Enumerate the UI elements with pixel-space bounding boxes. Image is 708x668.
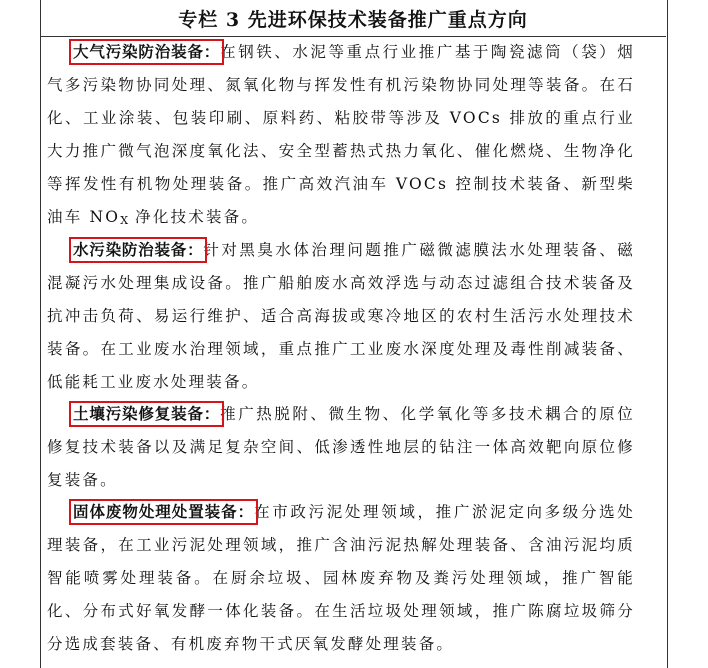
section-body-air: 在钢铁、水泥等重点行业推广基于陶瓷滤筒（袋）烟气多污染物协同处理、氮氧化物与挥发性有机污染物协同处理等装备。在石化、工业涂装、包装印刷、原料药、粘胶带等涉及 VOCs 排放的重点行业大力推广微气泡深度氧化法、安全型蓄热式热力氧化、催化燃烧、生物净化等挥发性有机物处理装备。推广高效汽油车 VOCs 控制技术装备、新型柴油车 NO	[47, 43, 635, 226]
section-body-solid-waste: 在市政污泥处理领域，推广淤泥定向多级分选处理装备，在工业污泥处理领域，推广含油污泥热解处理装备、含油污泥均质智能喷雾处理装备。在厨余垃圾、园林废弃物及粪污处理领域，推广智能化、分布式好氧发酵一体化装备。在生活垃圾处理领域，推广陈腐垃圾筛分分选成套装备、有机废弃物干式厌氧发酵处理装备。	[47, 503, 635, 653]
section-body-water: 针对黑臭水体治理问题推广磁微滤膜法水处理装备、磁混凝污水处理集成设备。推广船舶废水高效浮选与动态过滤组合技术装备及抗冲击负荷、易运行维护、适合高海拔或寒冷地区的农村生活污水处理技术装备。在工业废水治理领域，重点推广工业废水深度处理及毒性削减装备、低能耗工业废水处理装备。	[47, 241, 635, 391]
section-heading-solid-waste: 固体废物处理处置装备：	[73, 503, 255, 521]
section-water-pollution	[47, 234, 635, 399]
section-soil-remediation	[47, 398, 635, 497]
section-heading-air: 大气污染防治装备：	[73, 43, 221, 61]
nox-subscript: X	[120, 214, 129, 227]
section-heading-soil: 土壤污染修复装备：	[73, 405, 221, 423]
section-air-pollution	[47, 36, 635, 237]
column-header	[40, 0, 666, 37]
section-solid-waste	[47, 496, 635, 661]
section-body-air-tail: 净化技术装备。	[128, 208, 260, 226]
section-body-soil: 推广热脱附、微生物、化学氧化等多技术耦合的原位修复技术装备以及满足复杂空间、低渗透性地层的钻注一体高效靶向原位修复装备。	[47, 405, 635, 489]
section-heading-water: 水污染防治装备：	[73, 241, 204, 259]
column-title: 专栏 3 先进环保技术装备推广重点方向	[178, 8, 528, 31]
